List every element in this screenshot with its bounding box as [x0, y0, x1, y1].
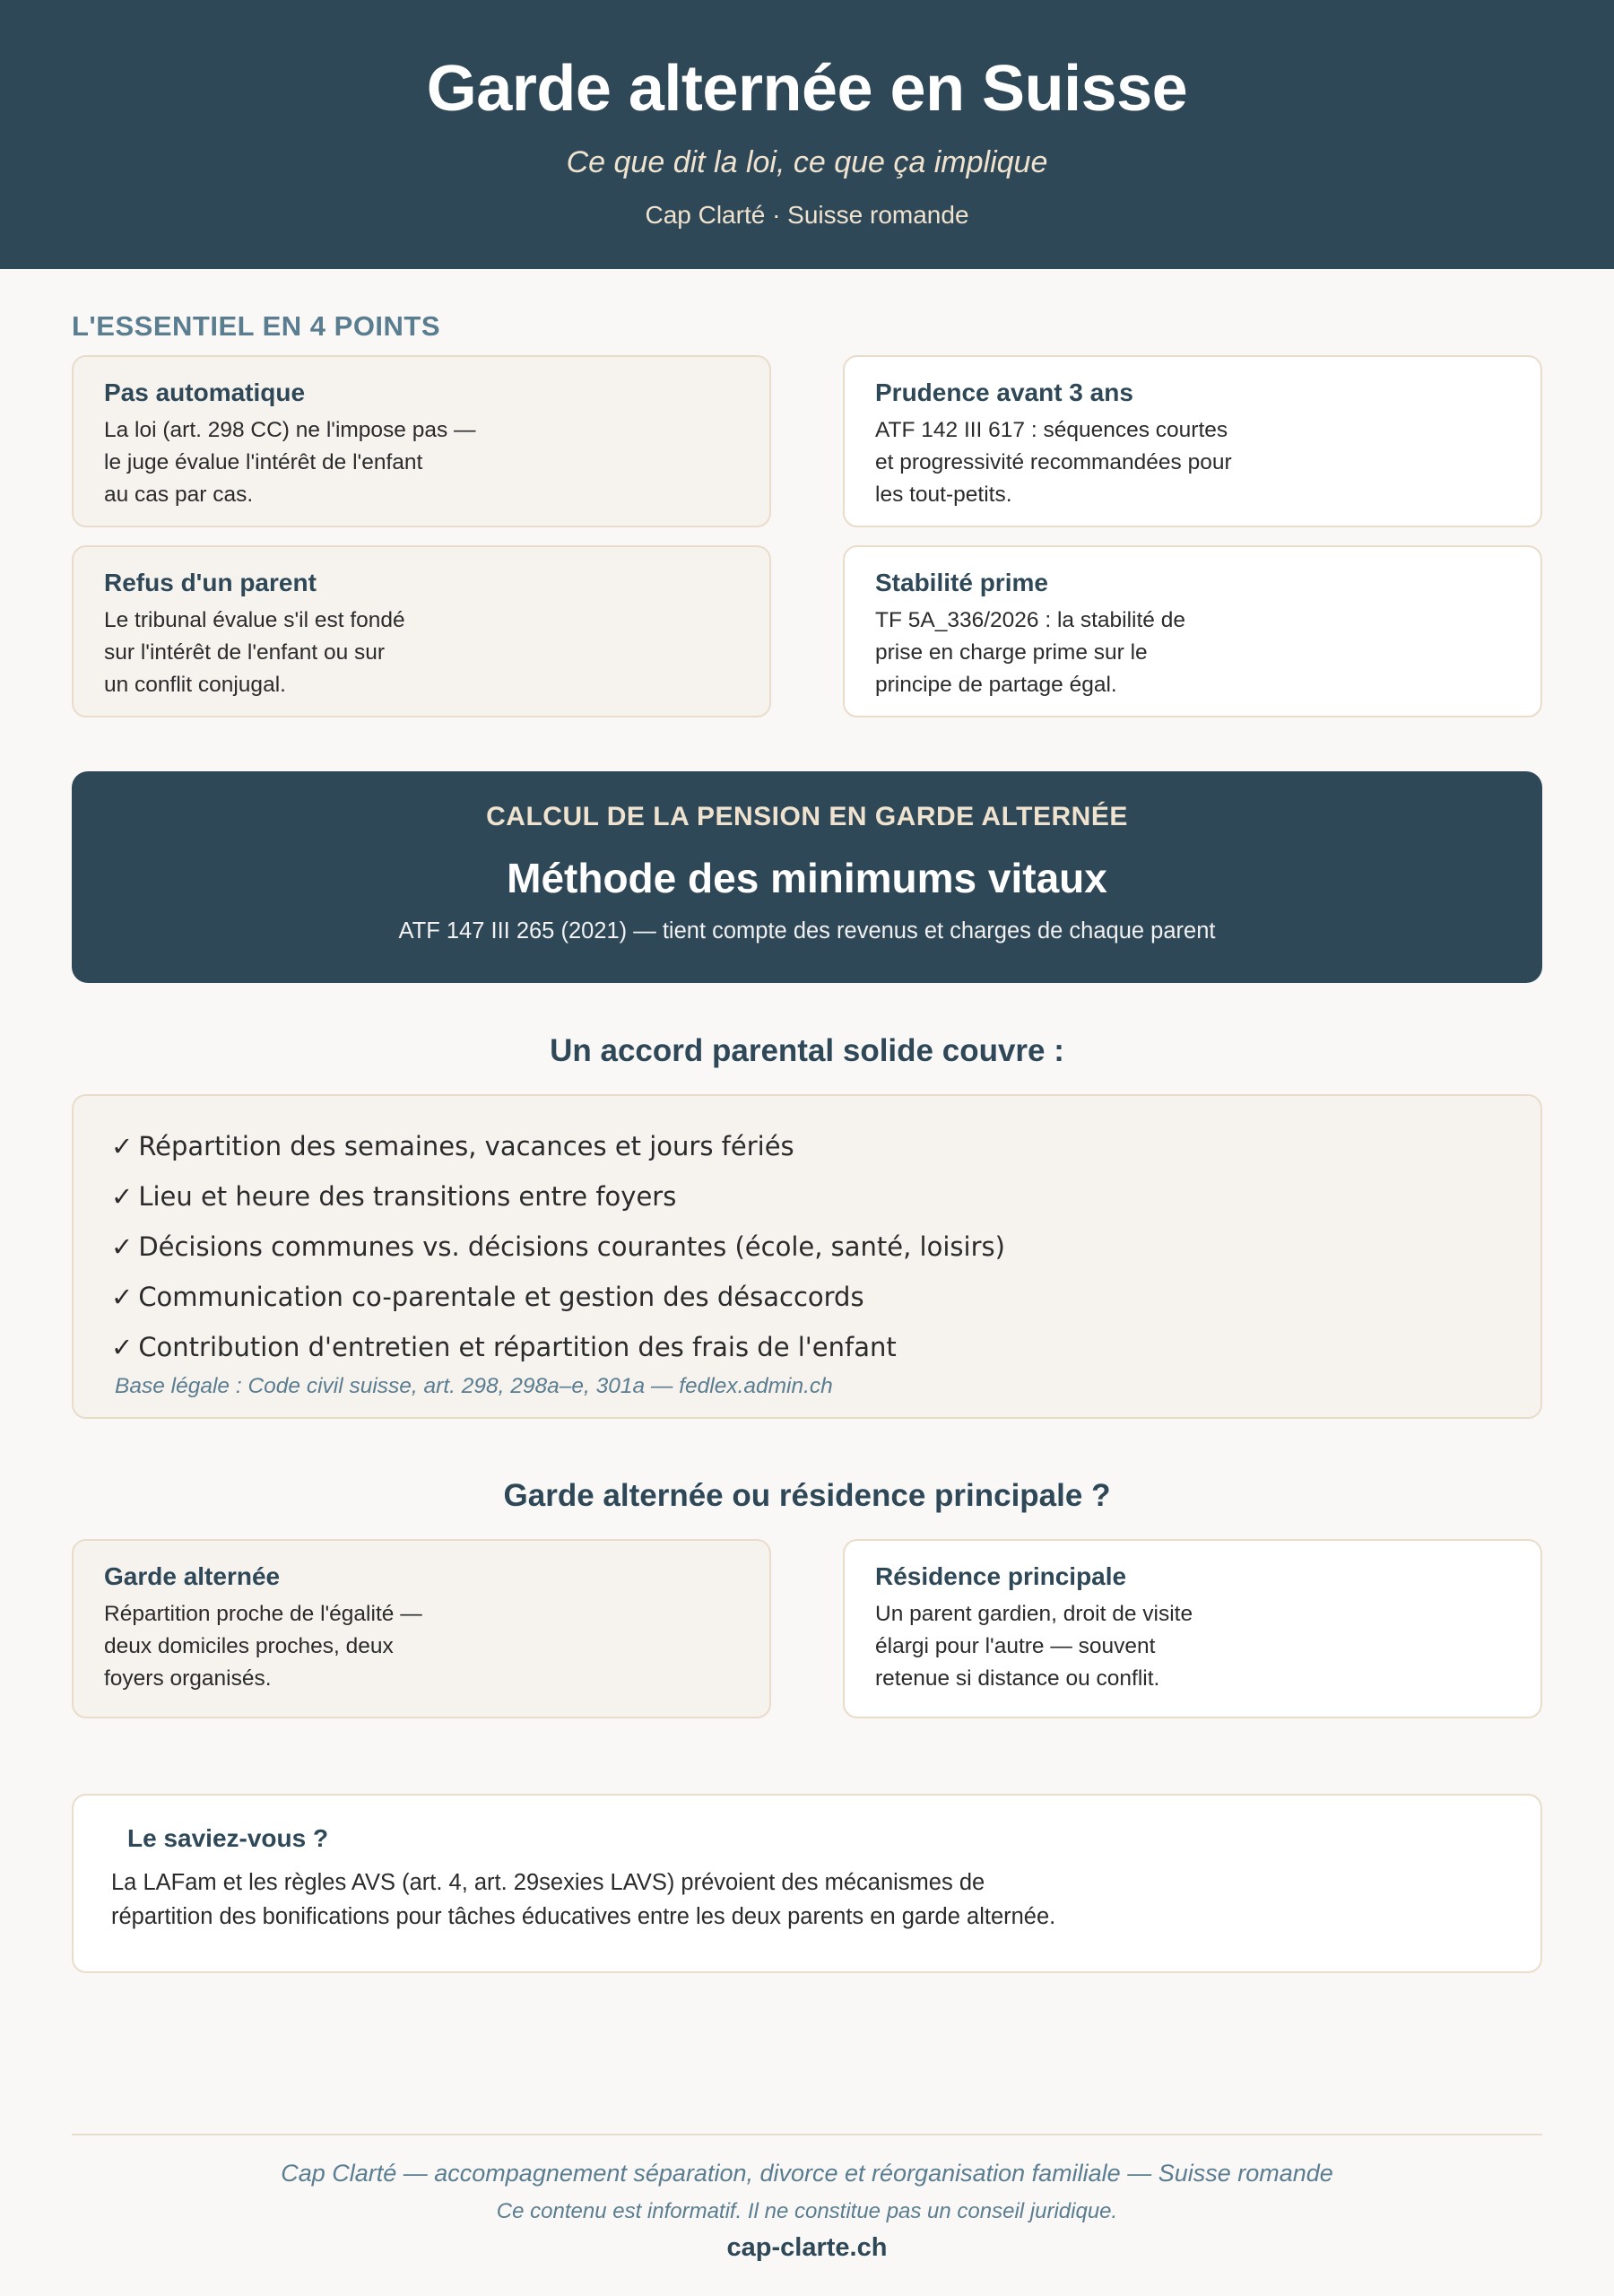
essential-card-stability: [843, 545, 1542, 718]
list-item-text: Répartition des semaines, vacances et jours fériés: [138, 1131, 794, 1161]
list-item: [111, 1121, 1540, 1171]
tip-text: La LAFam et les règles AVS (art. 4, art. 29sexies LAVS) prévoient des mécanismes de répartition des bonifications pour tâches éducatives entre les deux parents en garde alternée.: [111, 1870, 1056, 1929]
essential-card-under-three: [843, 355, 1542, 527]
essential-card-automatic: [72, 355, 771, 527]
footer-site-link[interactable]: cap-clarte.ch: [726, 2233, 888, 2262]
card-title: Résidence principale: [875, 1562, 1127, 1590]
check-icon: ✓: [111, 1131, 134, 1161]
footer-description: Cap Clarté — accompagnement séparation, divorce et réorganisation familiale — Suisse romande: [281, 2160, 1333, 2187]
agreement-heading: Un accord parental solide couvre :: [550, 1033, 1064, 1068]
list-item: [111, 1171, 1540, 1222]
list-item-text: Décisions communes vs. décisions courantes (école, santé, loisirs): [138, 1231, 1005, 1262]
essential-card-refusal: [72, 545, 771, 718]
page-subtitle: Ce que dit la loi, ce que ça implique: [566, 145, 1048, 179]
pension-title: Méthode des minimums vitaux: [507, 855, 1107, 901]
check-icon: ✓: [111, 1181, 134, 1212]
comparison-card-alternating: [72, 1539, 771, 1718]
did-you-know-box: [72, 1794, 1542, 1973]
footer-divider: [72, 2134, 1542, 2135]
card-title: Garde alternée: [104, 1562, 281, 1590]
pension-subtitle: ATF 147 III 265 (2021) — tient compte des revenus et charges de chaque parent: [398, 918, 1216, 944]
page-title: Garde alternée en Suisse: [426, 53, 1188, 125]
list-item-text: Contribution d'entretien et répartition des frais de l'enfant: [138, 1332, 897, 1362]
legal-basis: Base légale : Code civil suisse, art. 298, 298a–e, 301a — fedlex.admin.ch: [115, 1374, 833, 1398]
essentials-label: L'ESSENTIEL EN 4 POINTS: [72, 310, 441, 342]
card-text: ATF 142 III 617 : séquences courtes et progressivité recommandées pour les tout-petits.: [875, 418, 1232, 507]
footer-disclaimer: Ce contenu est informatif. Il ne constitue pas un conseil juridique.: [496, 2199, 1118, 2223]
page-header: [0, 0, 1614, 269]
tip-title: Le saviez-vous ?: [127, 1824, 329, 1852]
card-text: Un parent gardien, droit de visite élargi pour l'autre — souvent retenue si distance ou conflit.: [875, 1602, 1193, 1691]
list-item: [111, 1322, 1540, 1372]
card-title: Stabilité prime: [875, 569, 1048, 596]
card-text: TF 5A_336/2026 : la stabilité de prise en charge prime sur le principe de partage égal.: [875, 608, 1185, 697]
list-item: [111, 1272, 1540, 1322]
card-title: Prudence avant 3 ans: [875, 378, 1133, 406]
list-item-text: Communication co-parentale et gestion des désaccords: [138, 1282, 864, 1312]
card-title: Refus d'un parent: [104, 569, 317, 596]
card-title: Pas automatique: [104, 378, 306, 406]
comparison-card-main-residence: [843, 1539, 1542, 1718]
agreement-checklist: [72, 1094, 1542, 1419]
check-icon: ✓: [111, 1282, 134, 1312]
pension-banner: [72, 771, 1542, 983]
card-text: La loi (art. 298 CC) ne l'impose pas — le juge évalue l'intérêt de l'enfant au cas par cas.: [104, 418, 476, 507]
list-item-text: Lieu et heure des transitions entre foyers: [138, 1181, 677, 1212]
check-icon: ✓: [111, 1332, 134, 1362]
card-text: Répartition proche de l'égalité — deux domiciles proches, deux foyers organisés.: [104, 1602, 422, 1691]
pension-kicker: CALCUL DE LA PENSION EN GARDE ALTERNÉE: [486, 802, 1128, 831]
list-item: [111, 1222, 1540, 1272]
check-icon: ✓: [111, 1231, 134, 1262]
card-text: Le tribunal évalue s'il est fondé sur l'intérêt de l'enfant ou sur un conflit conjugal.: [104, 608, 405, 697]
comparison-heading: Garde alternée ou résidence principale ?: [503, 1478, 1111, 1513]
header-brand: Cap Clarté · Suisse romande: [645, 201, 969, 229]
